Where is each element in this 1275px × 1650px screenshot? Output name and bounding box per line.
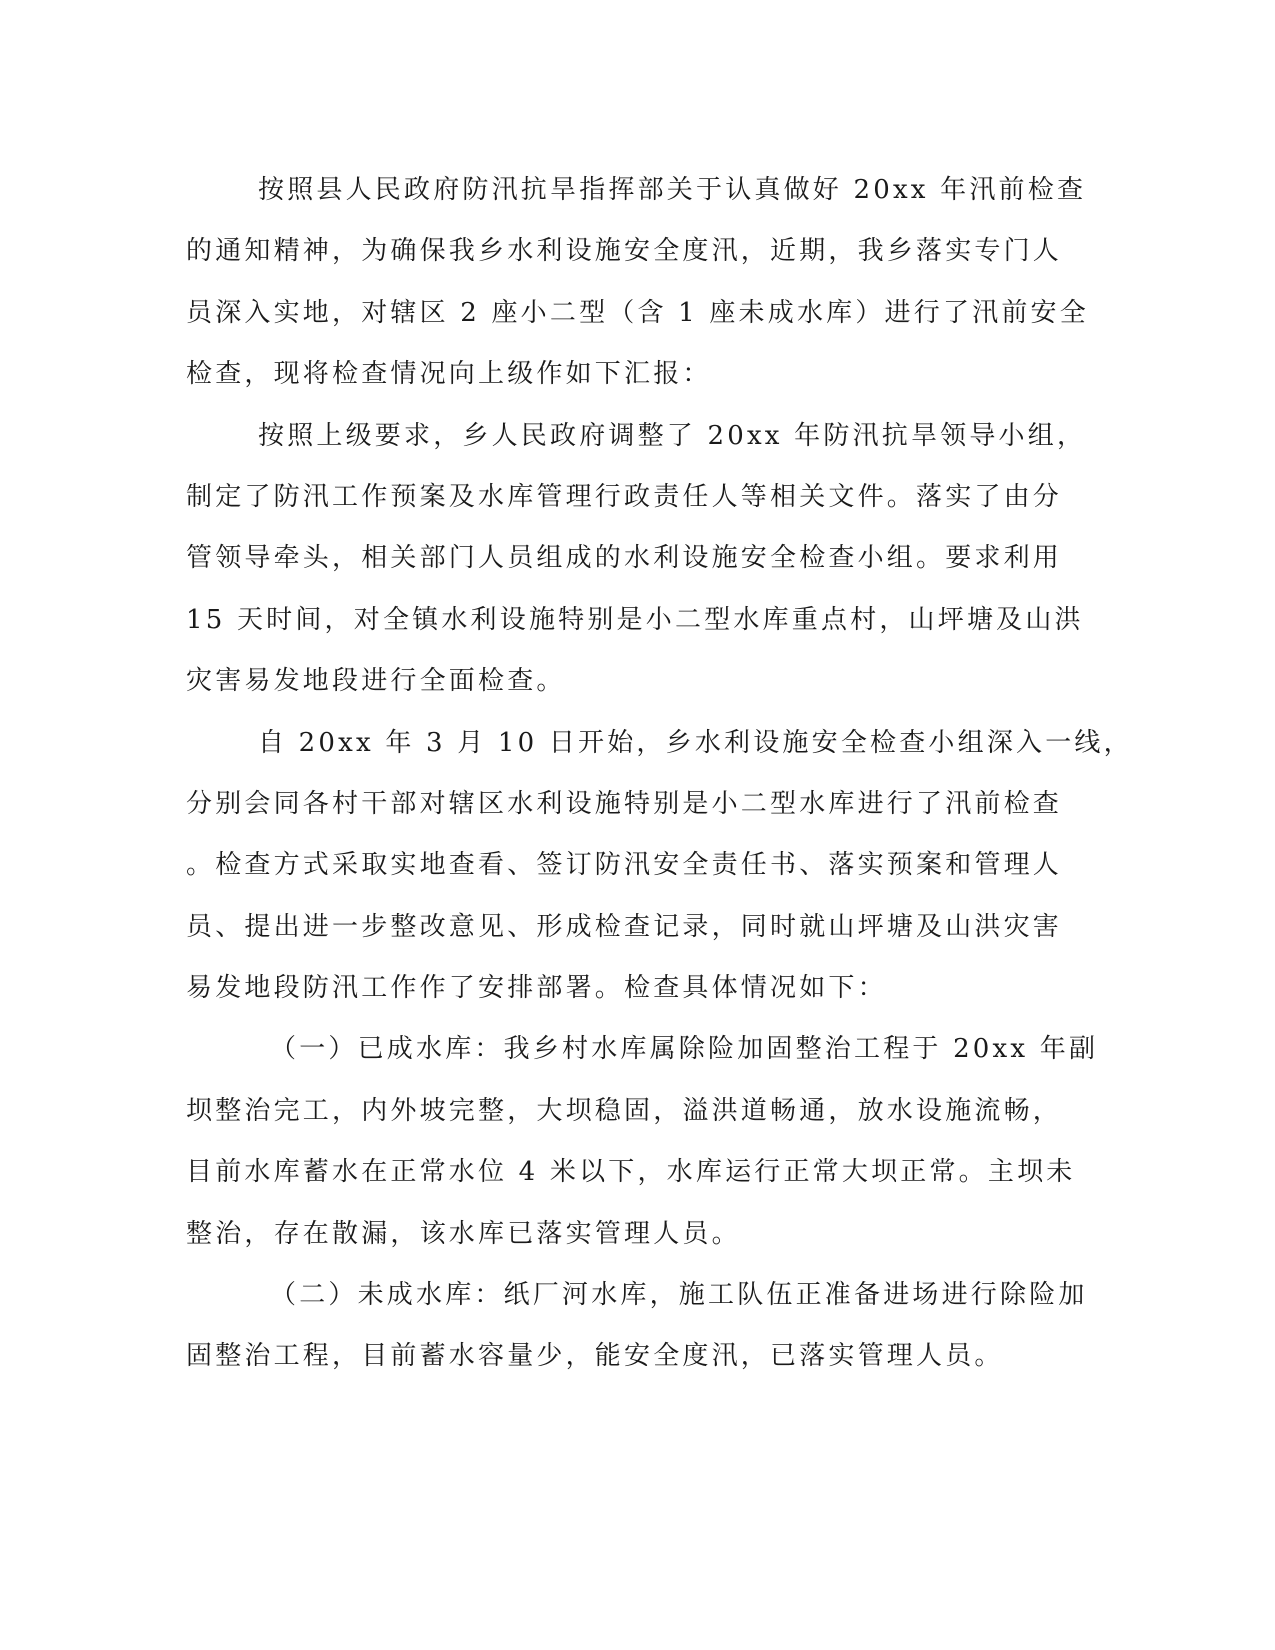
- paragraph-inspection-intro: [186, 160, 1089, 406]
- document-body: [186, 160, 1133, 1388]
- paragraph-line: （二）未成水库：纸厂河水库，施工队伍正准备进场进行除险加: [270, 1280, 1088, 1311]
- paragraph-inspection-process: [186, 713, 1133, 1020]
- paragraph-line: 15 天时间，对全镇水利设施特别是小二型水库重点村，山坪塘及山洪: [186, 604, 1084, 635]
- paragraph-line: （一）已成水库：我乡村水库属除险加固整治工程于 20xx 年副: [270, 1034, 1099, 1065]
- paragraph-line: 员、提出进一步整改意见、形成检查记录，同时就山坪塘及山洪灾害: [186, 911, 1063, 942]
- paragraph-line: 固整治工程，目前蓄水容量少，能安全度汛，已落实管理人员。: [186, 1341, 1004, 1372]
- paragraph-line: 分别会同各村干部对辖区水利设施特别是小二型水库进行了汛前检查: [186, 788, 1063, 819]
- paragraph-uncompleted-reservoir: [186, 1265, 1088, 1388]
- paragraph-line: 检查，现将检查情况向上级作如下汇报：: [186, 359, 712, 390]
- paragraph-line: 坝整治完工，内外坡完整，大坝稳固，溢洪道畅通，放水设施流畅，: [186, 1095, 1063, 1126]
- paragraph-leadership-group: [186, 406, 1087, 713]
- paragraph-line: 目前水库蓄水在正常水位 4 米以下，水库运行正常大坝正常。主坝未: [186, 1157, 1076, 1188]
- paragraph-completed-reservoir: [186, 1019, 1099, 1265]
- paragraph-line: 。检查方式采取实地查看、签订防汛安全责任书、落实预案和管理人: [186, 850, 1063, 881]
- paragraph-line: 制定了防汛工作预案及水库管理行政责任人等相关文件。落实了由分: [186, 481, 1063, 512]
- paragraph-line: 整治，存在散漏，该水库已落实管理人员。: [186, 1218, 741, 1249]
- paragraph-line: 自 20xx 年 3 月 10 日开始，乡水利设施安全检查小组深入一线，: [258, 727, 1133, 758]
- paragraph-line: 管领导牵头，相关部门人员组成的水利设施安全检查小组。要求利用: [186, 543, 1063, 574]
- paragraph-line: 的通知精神，为确保我乡水利设施安全度汛，近期，我乡落实专门人: [186, 236, 1063, 267]
- paragraph-line: 按照上级要求，乡人民政府调整了 20xx 年防汛抗旱领导小组，: [258, 420, 1087, 451]
- paragraph-line: 灾害易发地段进行全面检查。: [186, 666, 566, 697]
- paragraph-line: 员深入实地，对辖区 2 座小二型（含 1 座未成水库）进行了汛前安全: [186, 297, 1089, 328]
- paragraph-line: 按照县人民政府防汛抗旱指挥部关于认真做好 20xx 年汛前检查: [258, 175, 1087, 205]
- paragraph-line: 易发地段防汛工作作了安排部署。检查具体情况如下：: [186, 973, 887, 1004]
